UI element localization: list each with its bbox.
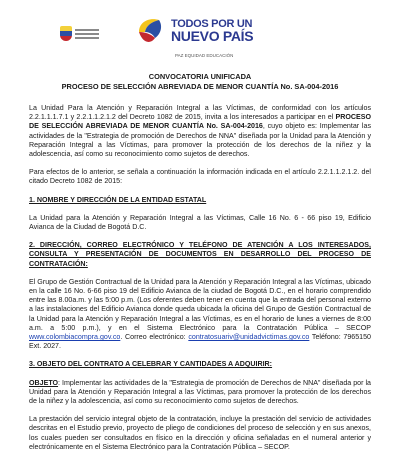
section-3-heading: 3. OBJETO DEL CONTRATO A CELEBRAR Y CANTIDADES A ADQUIRIR: (29, 360, 273, 369)
document-body (29, 72, 371, 452)
intro-text: La Unidad Para la Atención y Reparación Integral a las Víctimas, de conformidad con los artículos 2.2.1.1.1.7.1 y 2.2.1.1.2.1.2 del Decreto 1082 de 2015, invita a los interesados a participar en el (29, 104, 371, 122)
flag-swirl-icon (133, 14, 169, 50)
object-label: OBJETO (29, 378, 59, 387)
secop-link[interactable]: www.colombiacompra.gov.co (29, 333, 121, 342)
intro-text-cont: , cuyo objeto es: Implementar las actividades de la "Estrategia de promoción de Derechos de NNA" diseñada por la Unidad para la Atención y Reparación Integral a las Víctimas, para promover la protección de los derechos de la niñez y la adolescencia, así como su reconocimiento como sujetos de derechos. (29, 122, 372, 159)
section-2-text-a: El Grupo de Gestión Contractual de la Unidad para la Atención y Reparación Integral a las Víctimas, ubicado en la calle 16 No. 6-66 piso 19 del Edificio Avianca de la ciudad de Bogotá D.C., en el horario comprendido entre las 8.00a.m. y las 5:00 p.m. (Los oferentes deben tener en cuenta que la entrada del personal externo a las instalaciones del Edificio Avianca donde queda ubicada la oficina del Grupo de Gestión Contractual de la Unidad para la Atención y Reparación Integral a las Víctimas, es en el horario de lunes a viernes de 8:00 a.m. a 5:00 p.m.), y en el Sistema Electrónico para la Contratación Pública – SECOP (29, 277, 371, 332)
reference-paragraph: Para efectos de lo anterior, se señala a continuación la información indicada en el artículo 2.2.1.1.2.1.2. del citado Decreto 1082 de 2015: (29, 168, 371, 186)
section-2-text (29, 278, 371, 352)
section-3-object (29, 379, 371, 407)
section-2-heading: 2. DIRECCIÓN, CORREO ELECTRÓNICO Y TELÉFONO DE ATENCIÓN A LOS INTERESADOS, CONSULTA Y PRESENTACIÓN DE DOCUMENTOS EN DESARROLLO DEL PROCESO DE CONTRATACIÓN: (29, 241, 371, 268)
document-title-line-2: PROCESO DE SELECCIÓN ABREVIADA DE MENOR CUANTÍA No. SA-004-2016 (61, 81, 339, 91)
brand-line-2: NUEVO PAÍS (171, 28, 254, 44)
section-2-text-c: Teléfono: 7965150 Ext. 2027. (29, 333, 371, 351)
section-3-text: La prestación del servicio integral objeto de la contratación, incluye la prestación del servicio de actividades descritas en el Estudio previo, proyecto de pliego de condiciones del proceso de selección y en sus anexos, los cuales pueden ser consultados en físico en la dirección y oficina señaladas en el numeral anterior y electrónicamente en el Sistema Electrónico para la Contratación Pública – SECOP. (29, 415, 371, 451)
section-1-text: La Unidad para la Atención y Reparación Integral a las Víctimas, Calle 16 No. 6 - 66 piso 19, Edificio Avianca de la Ciudad de Bogotá D.C. (29, 213, 371, 232)
colombia-government-crest-icon (60, 26, 100, 44)
object-text: : Implementar las actividades de la "Estrategia de promoción de Derechos de NNA" diseñada por la Unidad para la Atención y Reparación Integral a las Víctimas, para promover la protección de los derechos de la niñez y la adolescencia, así como su reconocimiento como sujetos de derechos. (29, 378, 371, 406)
document-header (0, 0, 400, 66)
brand-line-1: TODOS POR UN (171, 18, 253, 30)
section-1-heading: 1. NOMBRE Y DIRECCIÓN DE LA ENTIDAD ESTATAL (29, 195, 207, 204)
brand-logo (133, 10, 253, 62)
section-2-text-b: . Correo electrónico: (120, 333, 189, 342)
process-name: PROCESO DE SELECCIÓN ABREVIADA DE MENOR CUANTÍA No. SA-004-2016 (29, 113, 371, 131)
document-title-line-1: CONVOCATORIA UNIFICADA (148, 72, 252, 81)
email-link[interactable]: contratosuariv@unidadvictimas.gov.co (188, 333, 310, 342)
brand-tagline: PAZ EQUIDAD EDUCACIÓN (175, 53, 234, 58)
intro-paragraph (29, 104, 371, 159)
